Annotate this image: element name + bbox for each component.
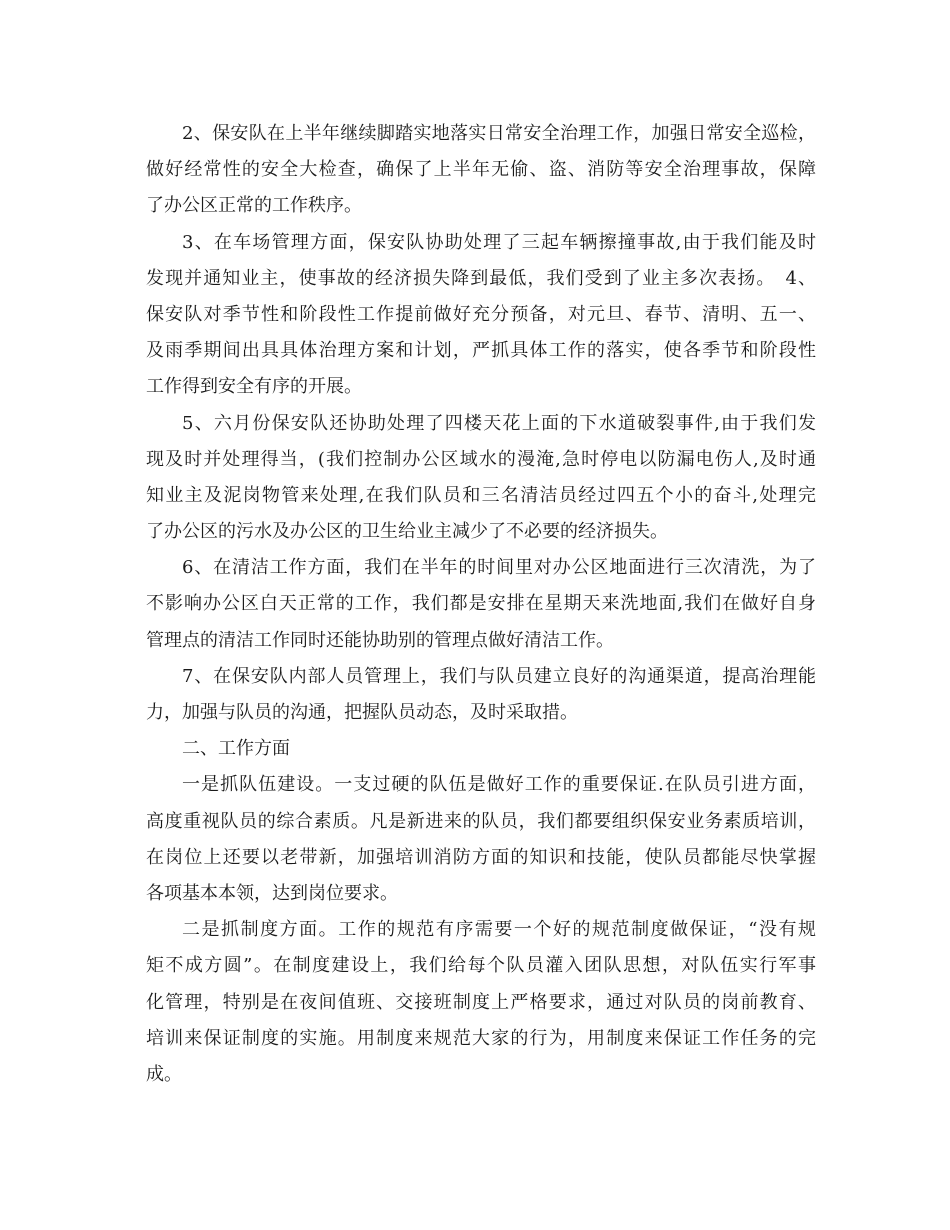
text-line: 高度重视队员的综合素质。凡是新进来的队员，我们都要组织保安业务素质培训， (146, 810, 816, 832)
text-line: 一是抓队伍建设。一支过硬的队伍是做好工作的重要保证.在队员引进方面， (182, 774, 816, 796)
text-line: 了办公区的污水及办公区的卫生给业主减少了不必要的经济损失。 (146, 521, 668, 543)
text-line: 发现并通知业主，使事故的经济损失降到最低，我们受到了业主多次表扬。 4、 (146, 267, 816, 289)
text-line: 成。 (146, 1063, 182, 1085)
text-line: 保安队对季节性和阶段性工作提前做好充分预备，对元旦、春节、清明、五一、 (146, 303, 816, 325)
text-line: 培训来保证制度的实施。用制度来规范大家的行为，用制度来保证工作任务的完 (146, 1027, 816, 1049)
text-line: 做好经常性的安全大检查，确保了上半年无偷、盗、消防等安全治理事故，保障 (146, 159, 816, 181)
text-line: 二、工作方面 (182, 738, 290, 760)
text-line: 6、在清洁工作方面，我们在半年的时间里对办公区地面进行三次清洗，为了 (182, 557, 816, 579)
text-line: 力，加强与队员的沟通，把握队员动态，及时采取措。 (146, 702, 578, 723)
text-line: 二是抓制度方面。工作的规范有序需要一个好的规范制度做保证，“没有规 (182, 919, 816, 941)
text-line: 及雨季期间出具具体治理方案和计划，严抓具体工作的落实，使各季节和阶段性 (146, 340, 816, 362)
document-body (146, 116, 816, 1093)
text-line: 工作得到安全有序的开展。 (146, 376, 362, 398)
text-line: 了办公区正常的工作秩序。 (146, 195, 362, 217)
text-line: 知业主及泥岗物管来处理,在我们队员和三名清洁员经过四五个小的奋斗,处理完 (146, 484, 816, 506)
text-line: 3、在车场管理方面，保安队协助处理了三起车辆擦撞事故,由于我们能及时 (182, 231, 816, 253)
text-line: 化管理，特别是在夜间值班、交接班制度上严格要求，通过对队员的岗前教育、 (146, 991, 816, 1013)
text-line: 7、在保安队内部人员管理上，我们与队员建立良好的沟通渠道，提高治理能 (182, 665, 816, 687)
text-line: 5、六月份保安队还协助处理了四楼天花上面的下水道破裂事件,由于我们发 (182, 412, 816, 434)
text-line: 不影响办公区白天正常的工作，我们都是安排在星期天来洗地面,我们在做好自身 (146, 593, 816, 615)
text-line: 在岗位上还要以老带新，加强培训消防方面的知识和技能，使队员都能尽快掌握 (146, 846, 816, 868)
text-line: 矩不成方圆”。在制度建设上，我们给每个队员灌入团队思想，对队伍实行军事 (146, 955, 816, 977)
text-line: 各项基本本领，达到岗位要求。 (146, 882, 398, 904)
text-line: 2、保安队在上半年继续脚踏实地落实日常安全治理工作，加强日常安全巡检， (182, 123, 816, 144)
text-line: 现及时并处理得当，(我们控制办公区域水的漫淹,急时停电以防漏电伤人,及时通 (146, 448, 816, 470)
text-line: 管理点的清洁工作同时还能协助别的管理点做好清洁工作。 (146, 629, 614, 651)
